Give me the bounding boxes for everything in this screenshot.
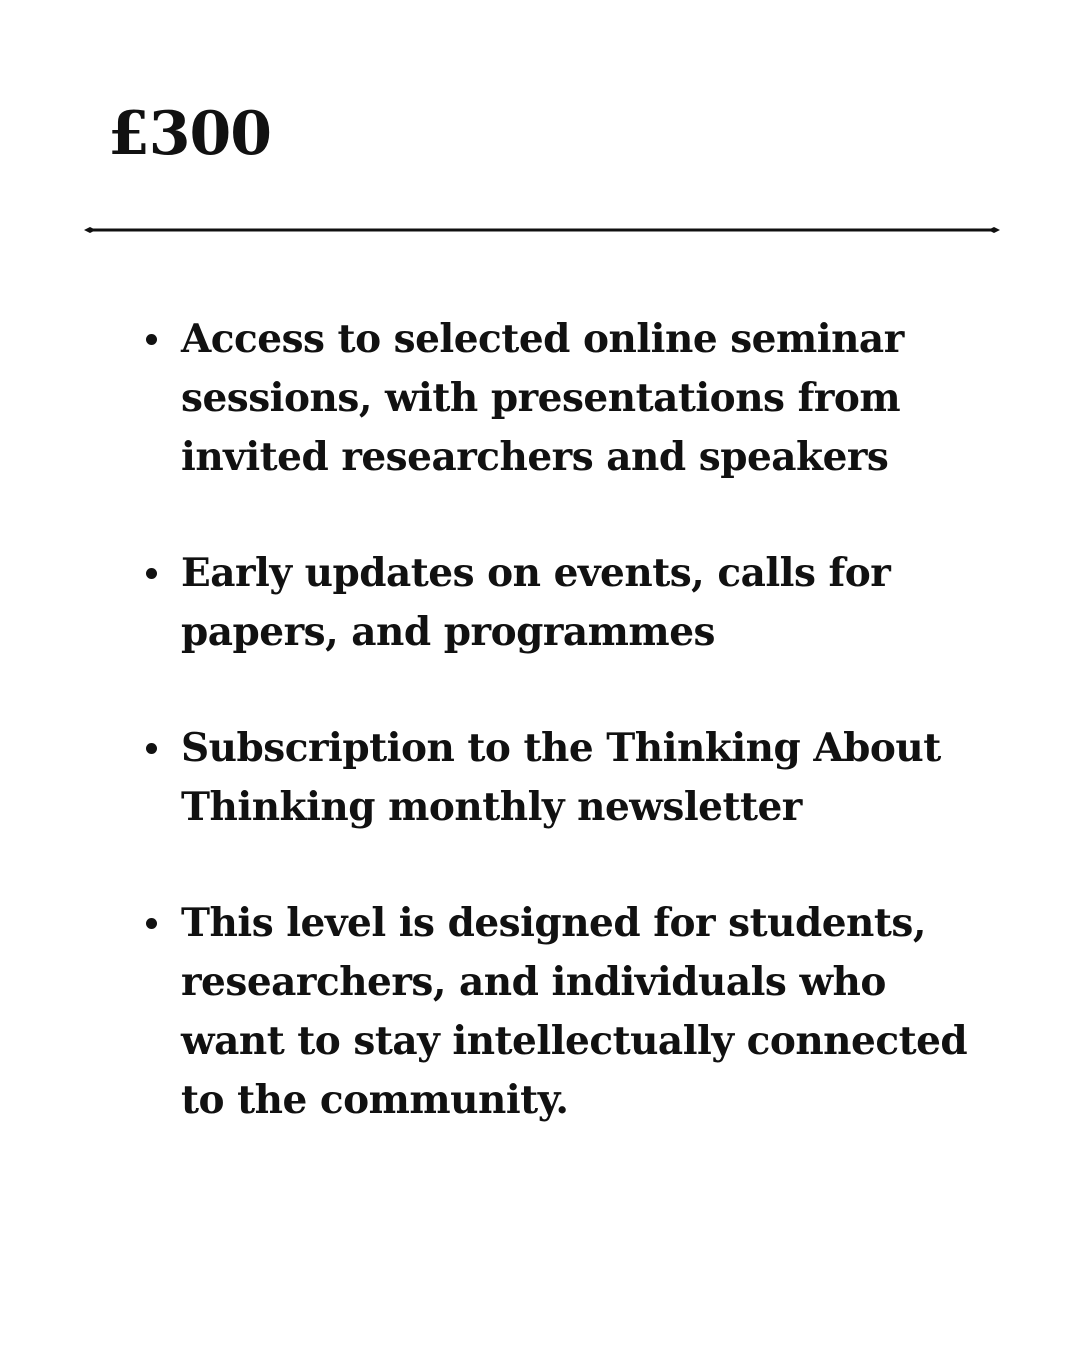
bullet-icon [146,568,157,579]
feature-text: Early updates on events, calls for papers, and programmes [181,550,891,655]
feature-item [140,544,980,662]
ornamental-divider [84,222,1000,238]
feature-list [140,310,980,1130]
feature-item [140,894,980,1130]
feature-item [140,719,980,837]
feature-text: Access to selected online seminar sessions, with presentations from invited researchers and speakers [181,316,904,480]
bullet-icon [146,743,157,754]
feature-text: Subscription to the Thinking About Thinking monthly newsletter [181,725,941,830]
feature-text: This level is designed for students, researchers, and individuals who want to stay intellectually connected to the community. [181,900,968,1123]
divider-left-diamond-icon [84,227,96,233]
bullet-icon [146,334,157,345]
price-heading: £300 [108,99,271,169]
feature-item [140,310,980,487]
bullet-icon [146,918,157,929]
divider-right-diamond-icon [988,227,1000,233]
